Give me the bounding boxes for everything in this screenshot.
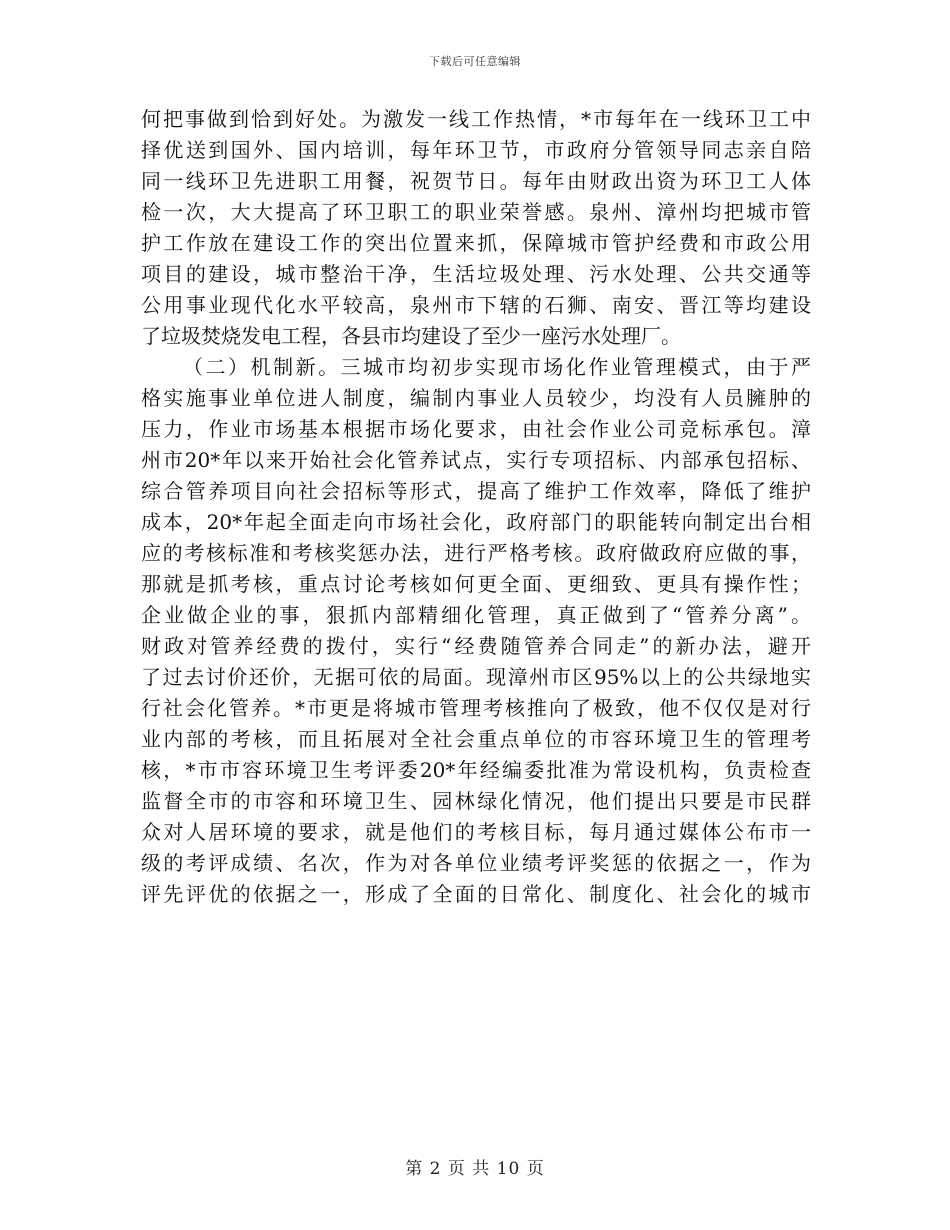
text-line: 项目的建设，城市整治干净，生活垃圾处理、污水处理、公共交通等 xyxy=(141,262,811,286)
text-line: 综合管养项目向社会招标等形式，提高了维护工作效率，降低了维护 xyxy=(141,479,811,503)
text-line: 格实施事业单位进人制度，编制内事业人员较少，均没有人员臃肿的 xyxy=(141,386,811,410)
text-line: 企业做企业的事，狠抓内部精细化管理，真正做到了“管养分离”。 xyxy=(141,603,811,627)
text-line: 成本，20*年起全面走向市场社会化，政府部门的职能转向制定出台相 xyxy=(141,510,811,534)
page-header: 下载后可任意编辑 xyxy=(429,55,521,68)
text-line: 级的考评成绩、名次，作为对各单位业绩考评奖惩的依据之一，作为 xyxy=(141,851,811,875)
text-line: 检一次，大大提高了环卫职工的职业荣誉感。泉州、漳州均把城市管 xyxy=(141,200,811,224)
text-line: （二）机制新。三城市均初步实现市场化作业管理模式，由于严 xyxy=(183,355,811,379)
text-line: 了过去讨价还价，无据可依的局面。现漳州市区95%以上的公共绿地实 xyxy=(141,665,811,689)
text-line: 了垃圾焚烧发电工程，各县市均建设了至少一座污水处理厂。 xyxy=(141,324,681,348)
text-line: 核，*市市容环境卫生考评委20*年经编委批准为常设机构，负责检查 xyxy=(141,758,811,782)
text-line: 压力，作业市场基本根据市场化要求，由社会作业公司竞标承包。漳 xyxy=(141,417,811,441)
text-line: 何把事做到恰到好处。为激发一线工作热情，*市每年在一线环卫工中 xyxy=(141,107,811,131)
text-line: 应的考核标准和考核奖惩办法，进行严格考核。政府做政府应做的事， xyxy=(141,541,811,565)
text-line: 行社会化管养。*市更是将城市管理考核推向了极致，他不仅仅是对行 xyxy=(141,696,811,720)
text-line: 业内部的考核，而且拓展对全社会重点单位的市容环境卫生的管理考 xyxy=(141,727,811,751)
paragraph-1 xyxy=(141,104,811,352)
text-line: 公用事业现代化水平较高，泉州市下辖的石狮、南安、晋江等均建设 xyxy=(141,293,811,317)
page-number-footer: 第 2 页 共 10 页 xyxy=(405,1159,545,1179)
text-line: 同一线环卫先进职工用餐，祝贺节日。每年由财政出资为环卫工人体 xyxy=(141,169,811,193)
text-line: 监督全市的市容和环境卫生、园林绿化情况，他们提出只要是市民群 xyxy=(141,789,811,813)
text-line: 护工作放在建设工作的突出位置来抓，保障城市管护经费和市政公用 xyxy=(141,231,811,255)
paragraph-2 xyxy=(141,352,811,910)
text-line: 择优送到国外、国内培训，每年环卫节，市政府分管领导同志亲自陪 xyxy=(141,138,811,162)
text-line: 评先评优的依据之一，形成了全面的日常化、制度化、社会化的城市 xyxy=(141,882,811,906)
document-body xyxy=(141,104,811,910)
text-line: 那就是抓考核，重点讨论考核如何更全面、更细致、更具有操作性； xyxy=(141,572,811,596)
text-line: 众对人居环境的要求，就是他们的考核目标，每月通过媒体公布市一 xyxy=(141,820,811,844)
text-line: 州市20*年以来开始社会化管养试点，实行专项招标、内部承包招标、 xyxy=(141,448,811,472)
text-line: 财政对管养经费的拨付，实行“经费随管养合同走”的新办法，避开 xyxy=(141,634,811,658)
